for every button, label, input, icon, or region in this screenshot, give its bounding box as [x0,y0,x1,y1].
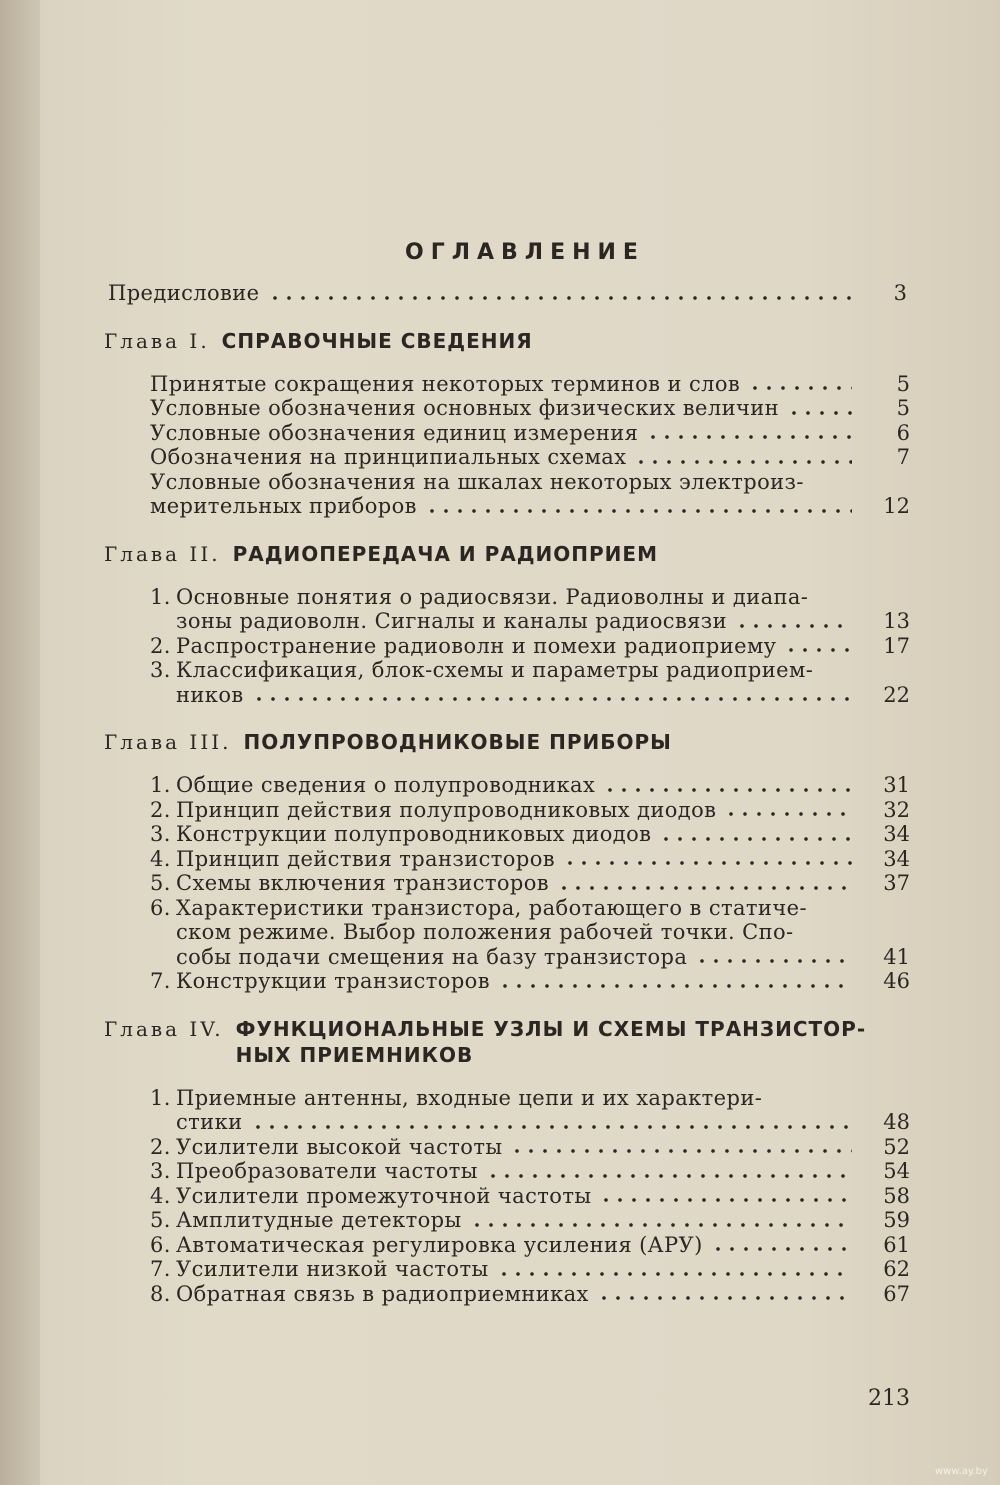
leader-dots [268,295,852,301]
toc-entry-page: 22 [883,682,910,707]
toc-entry-text-line [150,658,910,683]
toc-entry-page: 3 [893,281,910,305]
toc-entry-text: Характеристики транзистора, работающего в статиче- [176,895,807,920]
toc-entry-text-line [150,896,910,921]
chapter-entries [150,773,910,994]
toc-entry [150,1135,910,1160]
table-of-contents [100,240,910,1306]
toc-entry-text-line [150,1086,910,1111]
toc-entry-text: Усилители высокой частоты [176,1134,503,1159]
toc-entry-page: 48 [883,1110,910,1134]
chapter-label: Глава III. [104,730,232,754]
chapter-label: Глава IV. [104,1016,224,1041]
toc-entry [150,798,910,823]
leader-dots [634,459,852,465]
entry-number: 4. [150,846,171,871]
leader-dots [251,1124,853,1130]
leader-dots [724,811,852,817]
chapter-title-line: НЫХ ПРИЕМНИКОВ [235,1042,474,1067]
chapter-title: СПРАВОЧНЫЕ СВЕДЕНИЯ [221,328,533,353]
toc-entry-page: 52 [883,1134,910,1159]
toc-entry-text: Амплитудные детекторы [176,1208,462,1232]
entry-number: 2. [150,633,171,658]
toc-entry [150,396,910,421]
entry-number: 2. [150,797,171,822]
chapter-heading [104,541,910,567]
toc-entry-text: Классификация, блок-схемы и параметры радиоприем- [176,658,814,682]
leader-dots [784,647,852,653]
toc-entry-text: Автоматическая регулировка усиления (АРУ) [176,1232,703,1257]
toc-entry-text: Приемные антенны, входные цепи и их характери- [176,1085,763,1110]
entry-number: 7. [150,969,171,993]
entry-number: 2. [150,1134,171,1159]
toc-entry-page: 41 [883,944,910,969]
toc-entry-text: Условные обозначения основных физических величин [150,396,780,420]
chapter-heading [104,729,910,755]
entry-number: 7. [150,1257,171,1281]
leader-dots [252,696,852,702]
toc-entry [150,609,910,634]
toc-entry-text: Конструкции транзисторов [176,969,490,993]
toc-entry-text-line: Условные обозначения на шкалах некоторых электроиз- [150,469,804,494]
toc-entry-page: 7 [896,445,910,469]
toc-entry [150,847,910,872]
chapter-label: Глава I. [104,328,210,353]
leader-dots [787,410,852,416]
toc-entry-page: 17 [883,633,910,658]
entry-number: 4. [150,1183,171,1208]
toc-entry-text: Основные понятия о радиосвязи. Радиоволны и диапа- [176,584,809,609]
chapter-title: РАДИОПЕРЕДАЧА И РАДИОПРИЕМ [232,541,658,566]
toc-entry-text: Принцип действия полупроводниковых диодов [176,797,717,822]
toc-entry [150,683,910,708]
leader-dots [646,434,852,440]
chapter-entries [150,585,910,708]
chapter-entries [150,1086,910,1307]
entry-number: 1. [150,1085,171,1110]
toc-entry-page: 6 [896,420,910,445]
chapter-heading [104,1016,910,1068]
toc-entry-text: Общие сведения о полупроводниках [176,773,596,797]
chapter-title: ПОЛУПРОВОДНИКОВЫЕ ПРИБОРЫ [243,730,672,754]
chapter-entries [150,372,910,519]
toc-entry [150,945,910,970]
toc-entry-text: мерительных приборов [150,494,417,518]
toc-entry [150,1282,910,1307]
toc-entry-page: 54 [883,1159,910,1183]
toc-entry-text: Принцип действия транзисторов [176,846,555,871]
toc-entry-text-line [150,585,910,610]
entry-number: 3. [150,822,171,846]
entry-number: 8. [150,1281,171,1306]
leader-dots [497,1271,852,1277]
leader-dots [557,885,852,891]
leader-dots [470,1222,852,1228]
toc-entry-page: 58 [883,1183,910,1208]
toc-entry-text: Принятые сокращения некоторых терминов и слов [150,371,741,396]
toc-entry [150,421,910,446]
toc-entry [150,494,910,519]
toc-entry-page: 67 [883,1281,910,1306]
toc-entry-text: Обратная связь в радиоприемниках [176,1281,589,1306]
toc-entry-text: Распространение радиоволн и помехи радиоприему [176,633,777,658]
entry-number: 5. [150,871,171,895]
entry-number: 3. [150,1159,171,1183]
toc-entry [150,1110,910,1135]
toc-entry-text: собы подачи смещения на базу транзистора [176,944,688,969]
entry-number: 6. [150,895,171,920]
toc-entry-page: 59 [883,1208,910,1232]
toc-entry-page: 31 [883,773,910,797]
toc-entry-text: Условные обозначения единиц измерения [150,420,639,445]
toc-entry [150,1159,910,1184]
leader-dots [597,1295,852,1301]
toc-entry-text: Предисловие [108,281,260,305]
entry-number: 1. [150,584,171,609]
entry-number: 3. [150,658,171,682]
toc-entry-page: 13 [883,609,910,633]
leader-dots [498,983,852,989]
toc-entry-text: стики [176,1110,243,1134]
toc-entry-page: 5 [896,371,910,396]
chapter-heading [104,328,910,354]
leader-dots [599,1197,852,1203]
leader-dots [711,1246,852,1252]
entry-number: 5. [150,1208,171,1232]
leader-dots [748,385,852,391]
toc-entry-text-line: ском режиме. Выбор положения рабочей точки. Спо- [176,920,794,944]
toc-entry [150,871,910,896]
toc-entry [150,1257,910,1282]
toc-entry [150,773,910,798]
leader-dots [510,1148,852,1154]
leader-dots [603,787,852,793]
toc-entry-text: зоны радиоволн. Сигналы и каналы радиосвязи [176,609,728,633]
chapter-title [236,1016,867,1068]
toc-entry [150,372,910,397]
toc-entry-page: 34 [883,846,910,871]
toc-entry-text: Усилители промежуточной частоты [176,1183,592,1208]
toc-entry-page: 32 [883,797,910,822]
toc-entry-text: Схемы включения транзисторов [176,871,550,895]
toc-entry [150,634,910,659]
toc-entry-text: Конструкции полупроводниковых диодов [176,822,652,846]
toc-entry-page: 46 [883,969,910,993]
toc-entry-page: 5 [896,396,910,420]
toc-entry-text: Преобразователи частоты [176,1159,478,1183]
toc-entry [150,1208,910,1233]
toc-entry-page: 12 [883,494,910,518]
chapter-label: Глава II. [104,541,221,566]
leader-dots [486,1173,852,1179]
toc-entry-page: 61 [883,1232,910,1257]
leader-dots [735,623,852,629]
leader-dots [659,836,852,842]
leader-dots [695,958,852,964]
toc-entry-preface [108,281,910,306]
toc-title: ОГЛАВЛЕНИЕ [405,240,645,265]
leader-dots [425,508,852,514]
toc-entry [150,822,910,847]
leader-dots [563,860,852,866]
toc-entry [150,1233,910,1258]
toc-entry-page: 34 [883,822,910,846]
toc-entry [150,969,910,994]
toc-entry-page: 37 [883,871,910,895]
entry-number: 6. [150,1232,171,1257]
toc-entry-text: ников [176,682,244,707]
toc-entry [150,1184,910,1209]
chapter-title-line: ФУНКЦИОНАЛЬНЫЕ УЗЛЫ И СХЕМЫ ТРАНЗИСТОР- [235,1016,867,1041]
toc-entry-text: Усилители низкой частоты [176,1257,489,1281]
toc-entry-page: 62 [883,1257,910,1281]
watermark: www.ay.by [935,1466,988,1477]
entry-number: 1. [150,773,171,797]
page-number: 213 [868,1386,910,1411]
toc-entry [150,445,910,470]
toc-entry-text: Обозначения на принципиальных схемах [150,445,627,469]
page-binding-shadow [0,0,40,1485]
